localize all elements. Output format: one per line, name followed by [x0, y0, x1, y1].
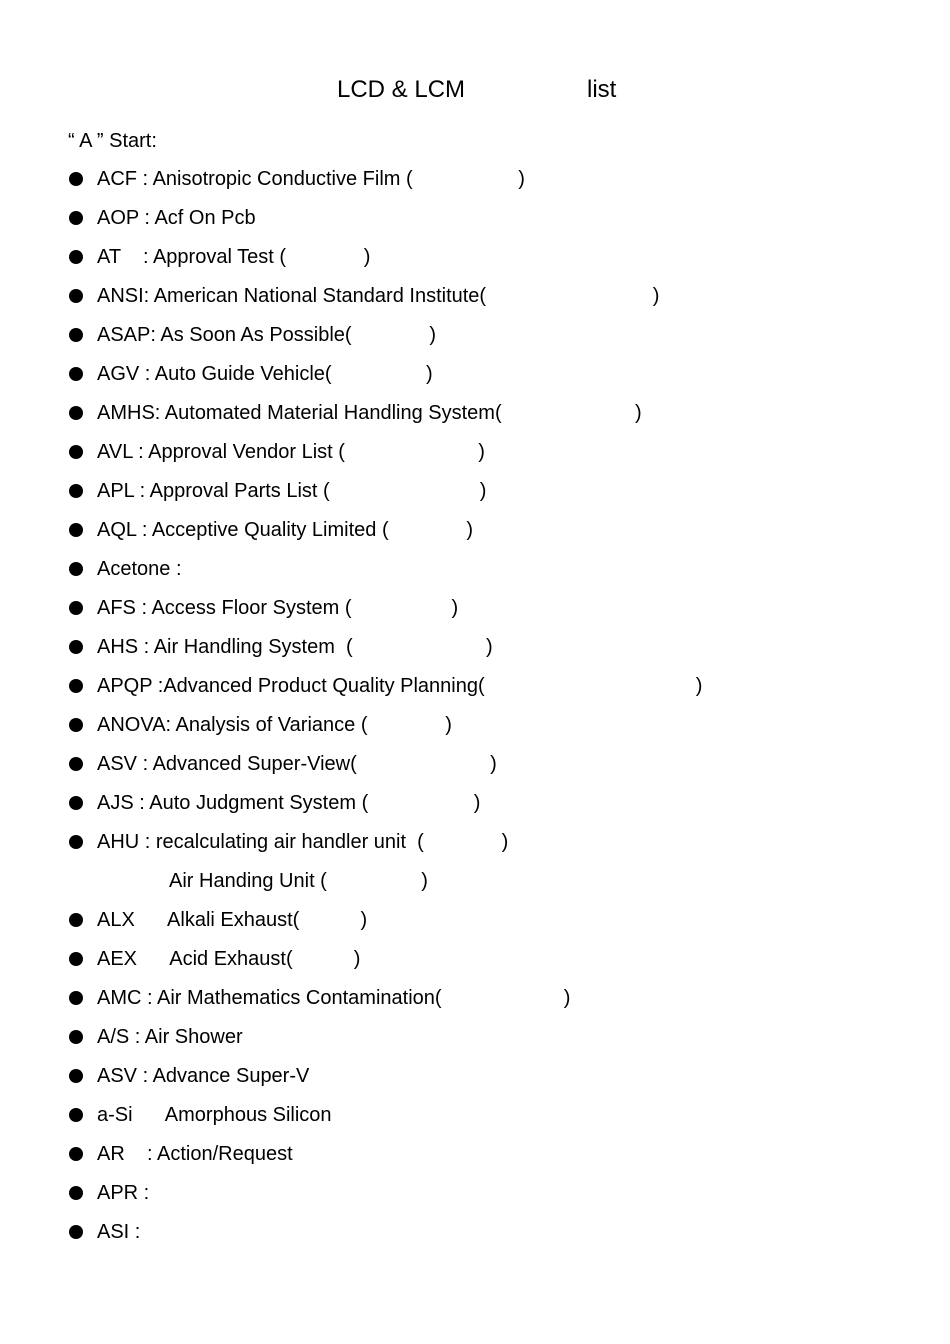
- bullet-icon: [69, 679, 83, 693]
- bullet-icon: [69, 250, 83, 264]
- bullet-icon: [69, 172, 83, 186]
- list-item-text: AGV : Auto Guide Vehicle( ): [97, 363, 433, 385]
- list-item-text: AEX Acid Exhaust( ): [97, 948, 361, 970]
- list-item: [0, 322, 950, 361]
- list-item-text: AMC : Air Mathematics Contamination( ): [97, 987, 571, 1009]
- list-item: [0, 1219, 950, 1258]
- page-title-suffix: list: [587, 76, 617, 103]
- list-item: [0, 1063, 950, 1102]
- list-item: [0, 244, 950, 283]
- bullet-icon: [69, 562, 83, 576]
- bullet-icon: [69, 211, 83, 225]
- bullet-icon: [69, 913, 83, 927]
- bullet-icon: [69, 991, 83, 1005]
- bullet-icon: [69, 523, 83, 537]
- bullet-icon: [69, 1108, 83, 1122]
- bullet-icon: [69, 718, 83, 732]
- page-title-main: LCD & LCM: [337, 76, 466, 103]
- section-heading: “ A ” Start:: [68, 130, 157, 152]
- list-item: [0, 712, 950, 751]
- list-item-text: Air Handing Unit ( ): [169, 870, 428, 892]
- list-item: [0, 517, 950, 556]
- list-item: [0, 595, 950, 634]
- list-item-text: ANOVA: Analysis of Variance ( ): [97, 714, 452, 736]
- list-item: [0, 790, 950, 829]
- bullet-icon: [69, 484, 83, 498]
- list-item-text: AHS : Air Handling System ( ): [97, 636, 493, 658]
- list-item: [0, 1141, 950, 1180]
- list-item-text: AHU : recalculating air handler unit ( ): [97, 831, 509, 853]
- list-item-text: A/S : Air Shower: [97, 1026, 243, 1048]
- bullet-icon: [69, 952, 83, 966]
- list-item-text: AFS : Access Floor System ( ): [97, 597, 459, 619]
- list-item: [0, 985, 950, 1024]
- list-item-text: APL : Approval Parts List ( ): [97, 480, 487, 502]
- list-item-text: AMHS: Automated Material Handling System( ): [97, 402, 642, 424]
- page-title: [0, 74, 950, 106]
- list-item: [0, 400, 950, 439]
- list-item-text: ASV : Advance Super-V: [97, 1065, 310, 1087]
- bullet-icon: [69, 1225, 83, 1239]
- list-item: [0, 1024, 950, 1063]
- list-item: [0, 946, 950, 985]
- list-item-text: AOP : Acf On Pcb: [97, 207, 256, 229]
- bullet-icon: [69, 406, 83, 420]
- list-item-text: AR : Action/Request: [97, 1143, 293, 1165]
- glossary-list: [0, 166, 950, 1258]
- list-item-text: a-Si Amorphous Silicon: [97, 1104, 332, 1126]
- list-item: [0, 673, 950, 712]
- list-item-text: APR :: [97, 1182, 150, 1204]
- list-item-text: ASI :: [97, 1221, 141, 1243]
- list-item: [0, 166, 950, 205]
- bullet-icon: [69, 835, 83, 849]
- list-item-text: APQP :Advanced Product Quality Planning( ): [97, 675, 703, 697]
- list-item-text: ASV : Advanced Super-View( ): [97, 753, 497, 775]
- list-item: [0, 907, 950, 946]
- list-item-text: AQL : Acceptive Quality Limited ( ): [97, 519, 474, 541]
- bullet-icon: [69, 445, 83, 459]
- bullet-icon: [69, 640, 83, 654]
- bullet-icon: [69, 601, 83, 615]
- list-item-text: ACF : Anisotropic Conductive Film ( ): [97, 168, 525, 190]
- list-item-text: ALX Alkali Exhaust( ): [97, 909, 368, 931]
- list-item: [0, 634, 950, 673]
- bullet-icon: [69, 1147, 83, 1161]
- bullet-icon: [69, 1069, 83, 1083]
- bullet-icon: [69, 328, 83, 342]
- list-item: [0, 283, 950, 322]
- list-item: [0, 439, 950, 478]
- list-item: [0, 556, 950, 595]
- bullet-icon: [69, 757, 83, 771]
- bullet-icon: [69, 367, 83, 381]
- list-item-text: ASAP: As Soon As Possible( ): [97, 324, 437, 346]
- list-item-text: ANSI: American National Standard Institute( ): [97, 285, 660, 307]
- list-item: [0, 478, 950, 517]
- bullet-icon: [69, 1186, 83, 1200]
- list-item: [0, 1102, 950, 1141]
- list-item: [0, 1180, 950, 1219]
- list-item-text: AVL : Approval Vendor List ( ): [97, 441, 485, 463]
- list-item: [0, 829, 950, 868]
- list-item: [0, 751, 950, 790]
- bullet-icon: [69, 796, 83, 810]
- list-item-text: AT : Approval Test ( ): [97, 246, 371, 268]
- list-item: [0, 361, 950, 400]
- bullet-icon: [69, 1030, 83, 1044]
- list-item: [0, 205, 950, 244]
- list-item-continuation: [0, 868, 950, 907]
- bullet-icon: [69, 289, 83, 303]
- list-item-text: Acetone :: [97, 558, 182, 580]
- list-item-text: AJS : Auto Judgment System ( ): [97, 792, 481, 814]
